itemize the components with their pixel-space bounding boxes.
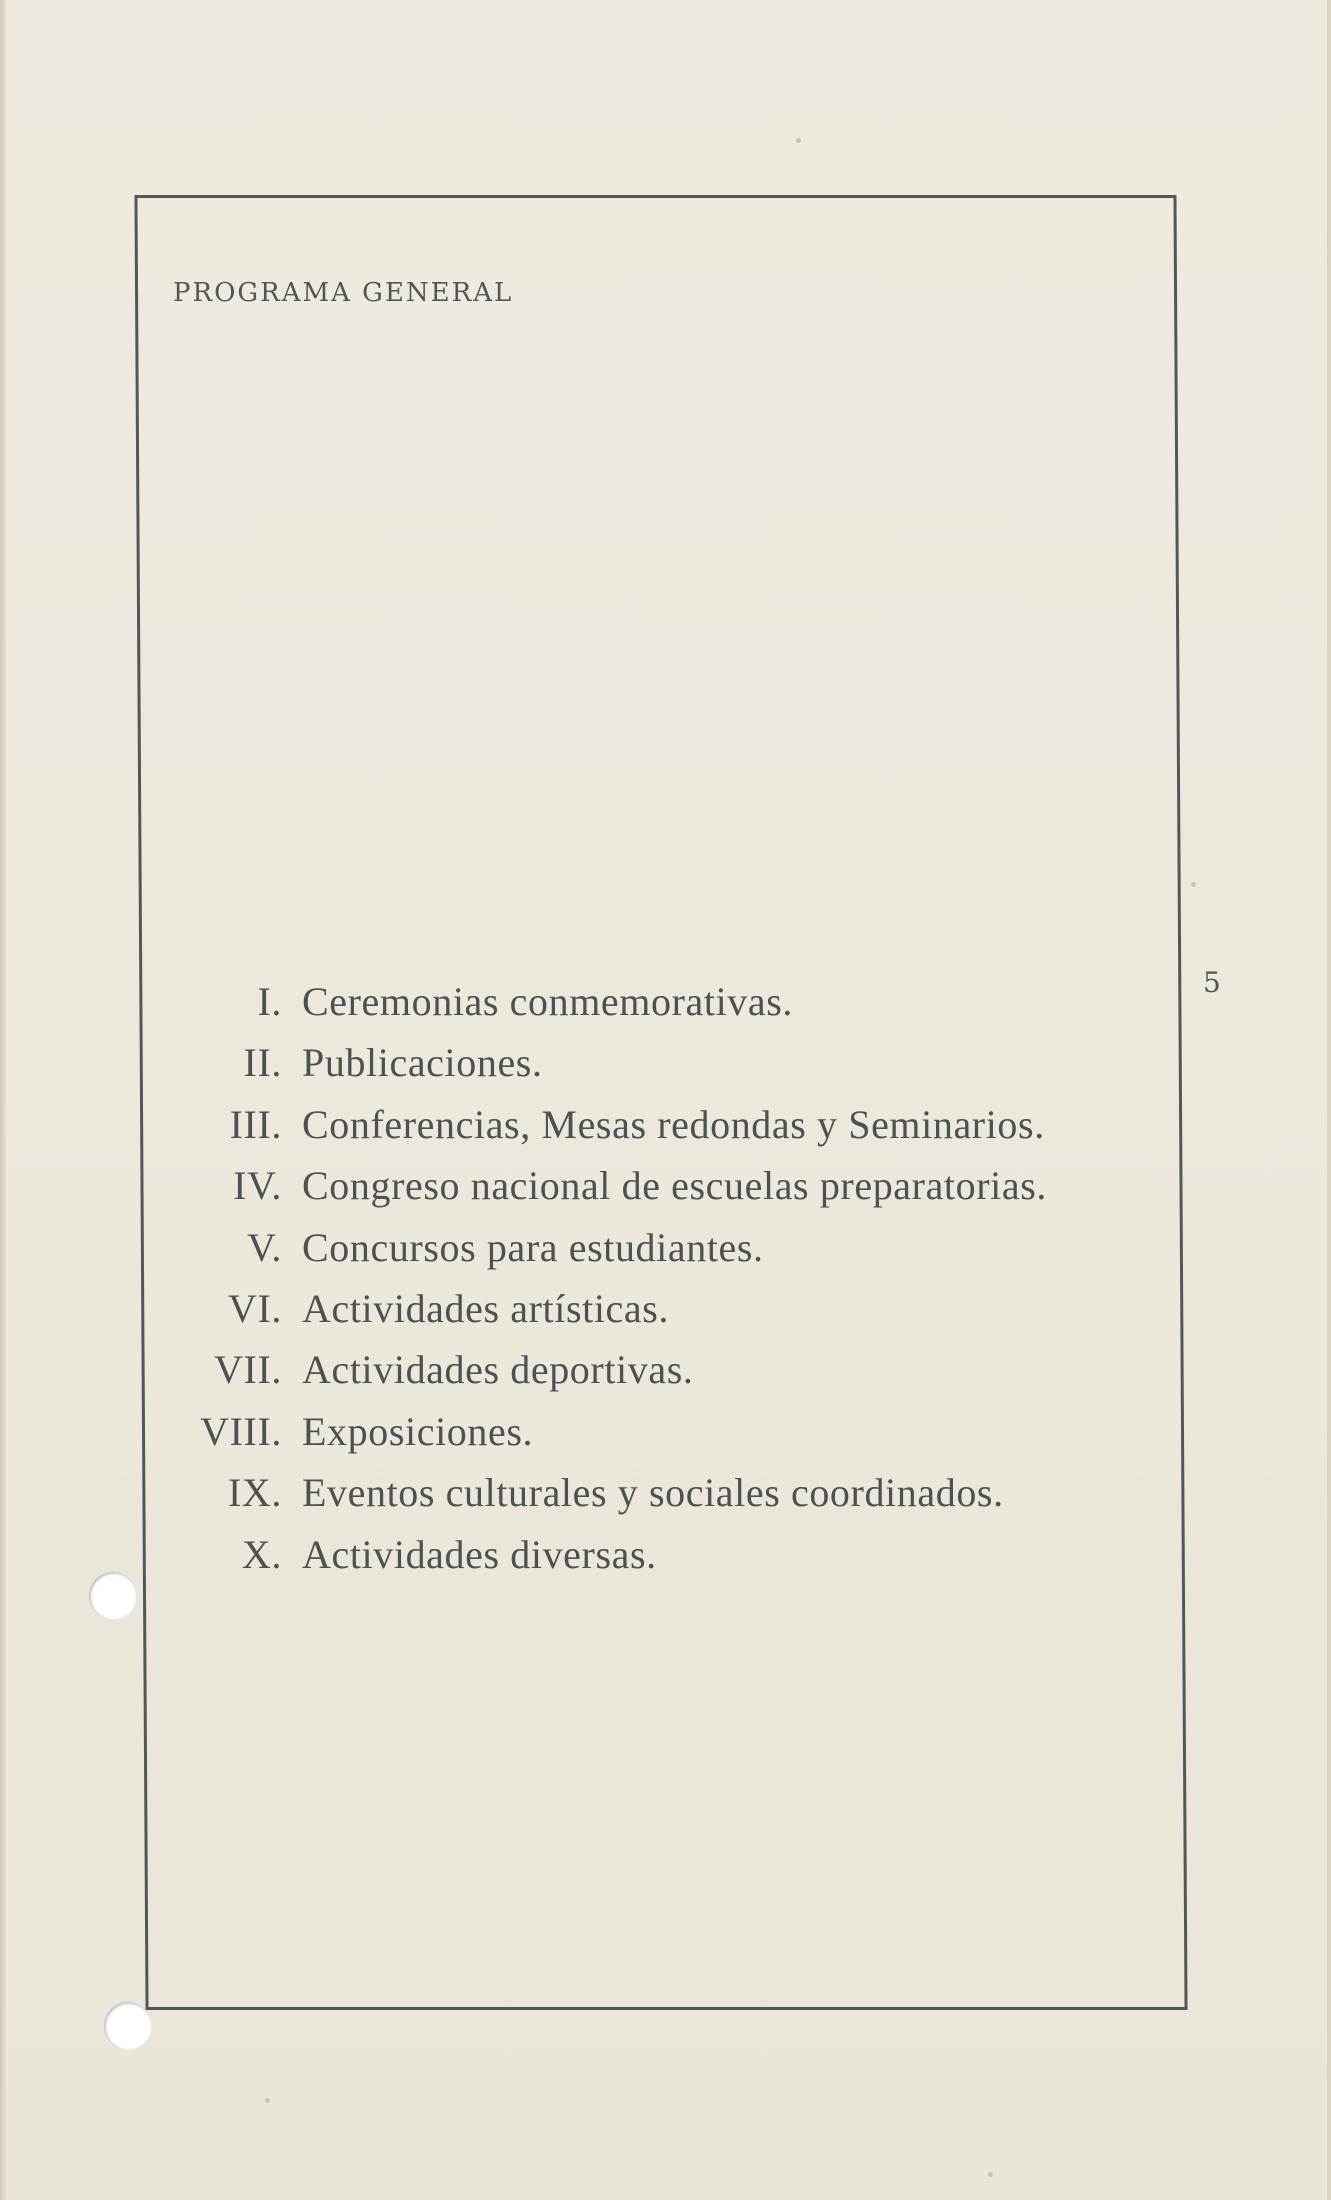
program-item-label: Actividades artísticas.: [302, 1285, 670, 1331]
program-item-label: Congreso nacional de escuelas preparatorias.: [302, 1163, 1047, 1209]
page-left-edge: [0, 0, 6, 2200]
program-item: [150, 1285, 1160, 1346]
paper-speck: [1191, 882, 1196, 887]
program-item: [150, 1101, 1160, 1162]
program-item-numeral: VII.: [214, 1347, 282, 1393]
punch-hole-icon: [89, 1572, 137, 1620]
paper-speck: [265, 2098, 270, 2103]
program-item-label: Ceremonias conmemorativas.: [302, 979, 794, 1024]
program-item-numeral: IX.: [227, 1470, 282, 1516]
program-item: [150, 978, 1160, 1039]
punch-hole-icon: [104, 2002, 152, 2050]
page-number: 5: [1203, 966, 1221, 999]
program-item: [150, 1346, 1160, 1407]
program-list: [150, 978, 1160, 1592]
program-item-numeral: V.: [247, 1224, 282, 1270]
program-item-label: Conferencias, Mesas redondas y Seminarios.: [302, 1101, 1045, 1147]
program-item: [150, 1408, 1160, 1469]
program-item-label: Actividades deportivas.: [302, 1347, 694, 1393]
program-item: [150, 1469, 1160, 1530]
program-item-numeral: VI.: [227, 1285, 282, 1331]
program-item: [150, 1162, 1160, 1223]
page-right-edge: [1327, 0, 1331, 2200]
program-item-numeral: X.: [241, 1531, 282, 1577]
program-item-numeral: IV.: [233, 1163, 282, 1209]
program-item-label: Exposiciones.: [302, 1408, 534, 1454]
program-item: [150, 1039, 1160, 1100]
program-item-numeral: VIII.: [200, 1408, 282, 1454]
program-item-numeral: III.: [229, 1101, 282, 1147]
program-item-numeral: II.: [243, 1040, 282, 1086]
paper-speck: [796, 138, 801, 143]
program-item-label: Eventos culturales y sociales coordinados.: [302, 1470, 1004, 1516]
program-item: [150, 1224, 1160, 1285]
program-item: [150, 1531, 1160, 1592]
program-item-label: Concursos para estudiantes.: [302, 1224, 764, 1270]
page-header: PROGRAMA GENERAL: [173, 278, 514, 308]
paper-speck: [988, 2172, 993, 2177]
program-item-label: Actividades diversas.: [302, 1531, 657, 1577]
program-item-numeral: I.: [257, 979, 282, 1024]
program-item-label: Publicaciones.: [302, 1040, 543, 1086]
